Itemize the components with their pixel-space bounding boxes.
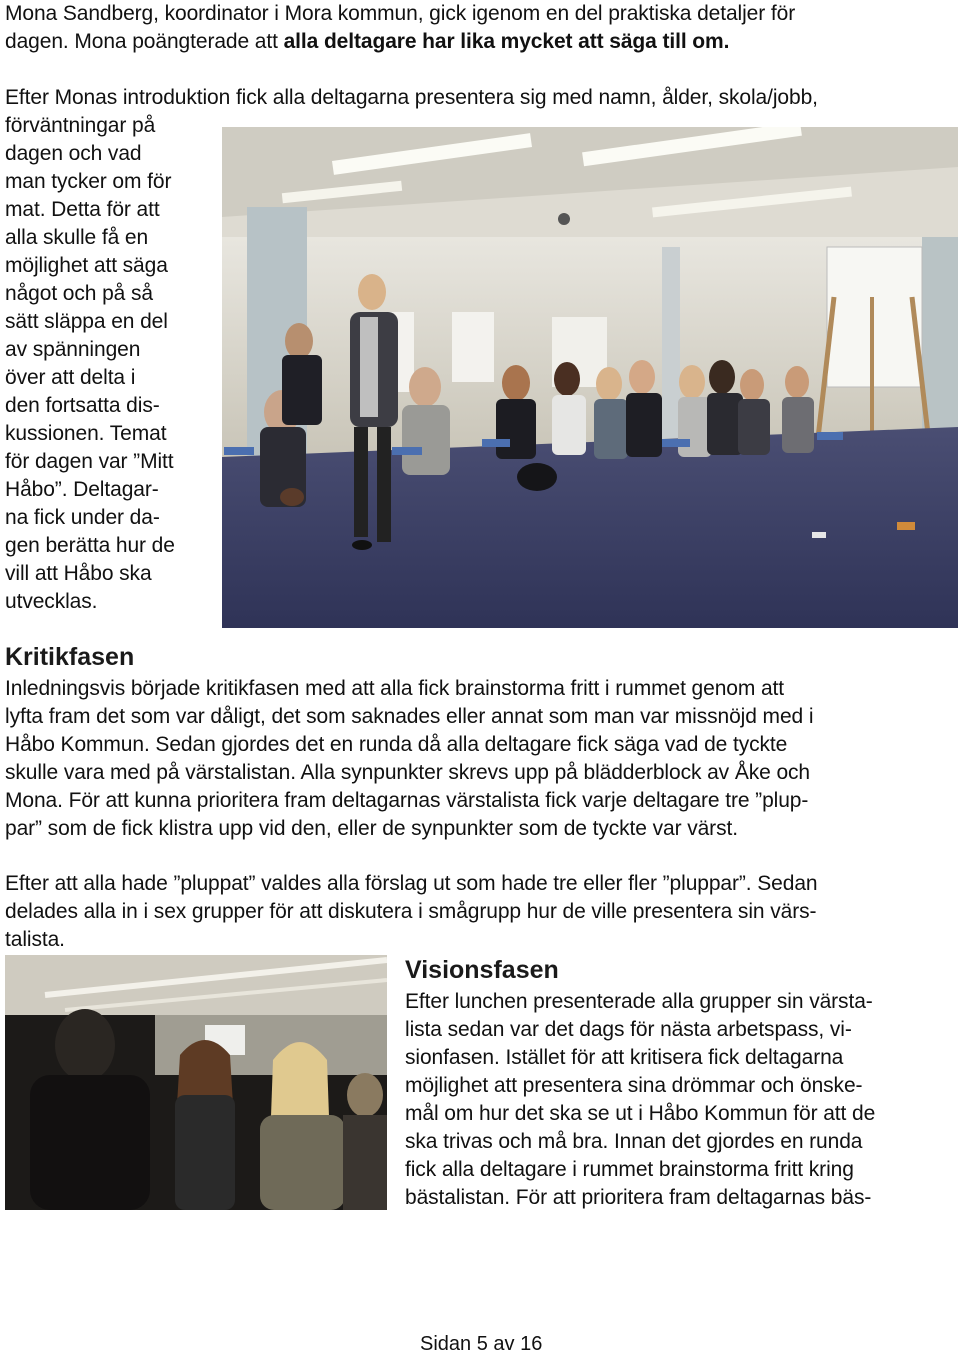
text-line: par” som de fick klistra upp vid den, eller de synpunkter som de tyckte var värst. bbox=[5, 817, 738, 840]
text-line: av spänningen bbox=[5, 338, 141, 361]
intro-line-2-text: dagen. Mona poängterade att bbox=[5, 30, 284, 53]
text-line: ska trivas och må bra. Innan det gjordes en runda bbox=[405, 1130, 863, 1153]
text-line: sätt släppa en del bbox=[5, 310, 168, 333]
text-line: alla skulle få en bbox=[5, 226, 149, 249]
text-line: kussionen. Temat bbox=[5, 422, 167, 445]
text-line: Håbo”. Deltagar- bbox=[5, 478, 159, 501]
text-line: vill att Håbo ska bbox=[5, 562, 152, 585]
intro-emphasis: alla deltagare har lika mycket att säga till om. bbox=[283, 30, 730, 53]
page-number: Sidan 5 av 16 bbox=[420, 1333, 543, 1355]
text-line: bästalistan. För att prioritera fram deltagarnas bäs- bbox=[405, 1186, 872, 1209]
text-line: gen berätta hur de bbox=[5, 534, 175, 557]
visionsfasen-heading: Visionsfasen bbox=[405, 956, 559, 984]
text-line: sionfasen. Istället för att kritisera fick deltagarna bbox=[405, 1046, 844, 1069]
text-line: för dagen var ”Mitt bbox=[5, 450, 174, 473]
text-line: något och på så bbox=[5, 282, 153, 305]
text-line: mål om hur det ska se ut i Håbo Kommun för att de bbox=[405, 1102, 876, 1125]
kritikfasen-heading: Kritikfasen bbox=[5, 643, 135, 671]
text-line: den fortsatta dis- bbox=[5, 394, 160, 417]
vision-paragraph bbox=[405, 988, 957, 1212]
text-line: över att delta i bbox=[5, 366, 136, 389]
text-line: Inledningsvis började kritikfasen med att alla fick brainstorma fritt i rummet genom att bbox=[5, 677, 785, 700]
text-line: talista. bbox=[5, 928, 65, 951]
kritik-paragraph-2 bbox=[5, 870, 955, 954]
group-photo-drawing bbox=[5, 955, 387, 1210]
text-line: lista sedan var det dags för nästa arbetspass, vi- bbox=[405, 1018, 852, 1041]
text-line: delades alla in i sex grupper för att diskutera i smågrupp hur de ville presentera sin värs- bbox=[5, 900, 817, 923]
text-line: fick alla deltagare i rummet brainstorma fritt kring bbox=[405, 1158, 854, 1181]
presentation-wrapped-text bbox=[5, 112, 220, 616]
text-line: dagen och vad bbox=[5, 142, 142, 165]
text-line: utvecklas. bbox=[5, 590, 98, 613]
meeting-room-photo bbox=[222, 127, 958, 628]
intro-line-1: Mona Sandberg, koordinator i Mora kommun, gick igenom en del praktiska detaljer för bbox=[5, 2, 796, 25]
text-line: Mona. För att kunna prioritera fram deltagarnas värstalista fick varje deltagare tre ”plup- bbox=[5, 789, 809, 812]
text-line: förväntningar på bbox=[5, 114, 156, 137]
text-line: mat. Detta för att bbox=[5, 198, 160, 221]
text-line: man tycker om för bbox=[5, 170, 172, 193]
intro-line-2 bbox=[5, 28, 729, 56]
text-line: Efter lunchen presenterade alla grupper sin värsta- bbox=[405, 990, 873, 1013]
text-line: skulle vara med på värstalistan. Alla synpunkter skrevs upp på blädderblock av Åke och bbox=[5, 761, 810, 784]
presentation-line-1: Efter Monas introduktion fick alla deltagarna presentera sig med namn, ålder, skola/jobb, bbox=[5, 86, 818, 109]
text-line: möjlighet att säga bbox=[5, 254, 168, 277]
text-line: na fick under da- bbox=[5, 506, 160, 529]
text-line: Efter att alla hade ”pluppat” valdes alla förslag ut som hade tre eller fler ”pluppar”. Sedan bbox=[5, 872, 818, 895]
text-line: Håbo Kommun. Sedan gjordes det en runda då alla deltagare fick säga vad de tyckte bbox=[5, 733, 788, 756]
text-line: lyfta fram det som var dåligt, det som saknades eller annat som man var missnöjd med i bbox=[5, 705, 814, 728]
text-line: möjlighet att presentera sina drömmar och önske- bbox=[405, 1074, 863, 1097]
group-photo bbox=[5, 955, 387, 1210]
meeting-room-photo-drawing bbox=[222, 127, 958, 628]
kritik-paragraph-1 bbox=[5, 675, 955, 843]
